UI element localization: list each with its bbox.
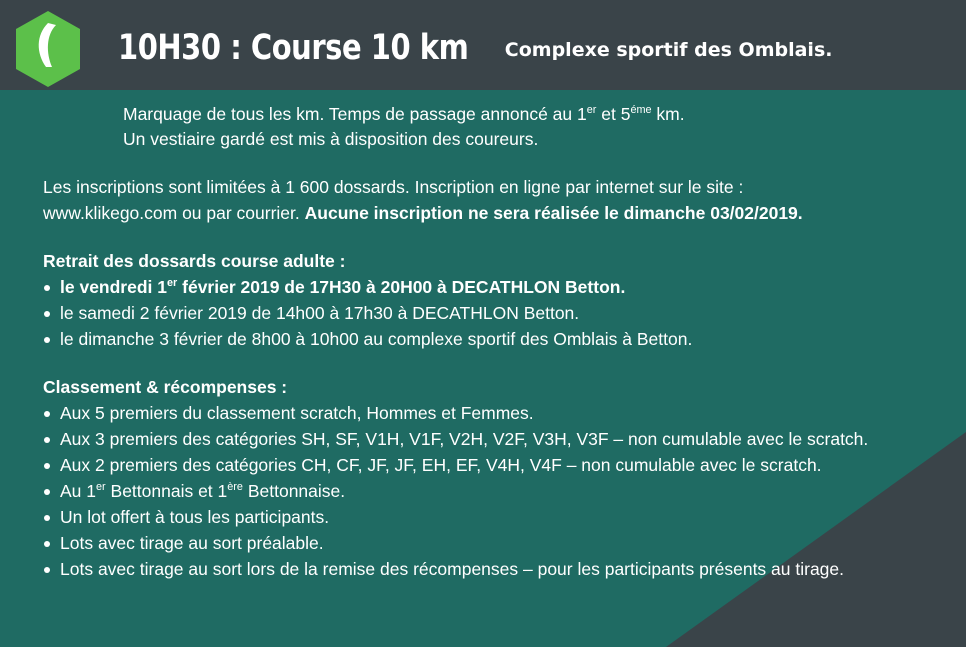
rewards-heading: Classement & récompenses :	[43, 377, 288, 397]
intro-line-1-part-b: et 5	[596, 104, 631, 124]
rewards-item-6-text: Lots avec tirage au sort préalable.	[60, 533, 324, 553]
rewards-item-2	[43, 426, 966, 452]
intro-line-1-sup-1: er	[586, 104, 597, 117]
bib-pickup-block	[43, 226, 966, 352]
registration-line-1: Les inscriptions sont limitées à 1 600 dossards. Inscription en ligne par internet sur le site :	[43, 177, 744, 197]
bib-pickup-item-1-text-a: le vendredi 1	[60, 277, 167, 297]
intro-line-2: Un vestiaire gardé est mis à disposition des coureurs.	[123, 129, 539, 149]
bib-pickup-item-1-sup: er	[167, 277, 178, 290]
intro-line-1-part-c: km.	[651, 104, 685, 124]
rewards-item-5	[43, 504, 966, 530]
venue-label: Complexe sportif des Omblais.	[504, 39, 833, 61]
bib-pickup-heading: Retrait des dossards course adulte :	[43, 251, 346, 271]
bib-pickup-item-1-text-b: février 2019 de 17H30 à 20H00 à DECATHLON Betton.	[177, 277, 626, 297]
bib-pickup-item-3	[43, 326, 966, 352]
bib-pickup-item-2-text: le samedi 2 février 2019 de 14h00 à 17h30 à DECATHLON Betton.	[60, 303, 580, 323]
rewards-item-4-text-b: Bettonnais et 1	[105, 481, 228, 501]
intro-block	[123, 90, 966, 152]
rewards-item-4-sup-1: er	[96, 481, 106, 494]
registration-line-2	[43, 200, 966, 226]
registration-site-text: www.klikego.com ou par courrier.	[43, 203, 305, 223]
rewards-item-3	[43, 452, 966, 478]
bib-pickup-item-1	[43, 274, 966, 300]
page-title: 10H30 : Course 10 km	[118, 28, 469, 68]
hexagon-leaf-logo-icon	[12, 9, 84, 89]
intro-line-1	[123, 102, 966, 127]
registration-block	[43, 152, 966, 226]
intro-line-1-sup-2: éme	[630, 104, 652, 117]
rewards-item-7-text: Lots avec tirage au sort lors de la remise des récompenses – pour les participants présents au tirage.	[60, 559, 845, 579]
rewards-item-1-text: Aux 5 premiers du classement scratch, Hommes et Femmes.	[60, 403, 534, 423]
bib-pickup-item-3-text: le dimanche 3 février de 8h00 à 10h00 au complexe sportif des Omblais à Betton.	[60, 329, 693, 349]
rewards-item-1	[43, 400, 966, 426]
rewards-item-4	[43, 478, 966, 504]
intro-line-1-part-a: Marquage de tous les km. Temps de passage annoncé au 1	[123, 104, 587, 124]
rewards-item-2-text: Aux 3 premiers des catégories SH, SF, V1H, V1F, V2H, V2F, V3H, V3F – non cumulable avec le scratch.	[60, 429, 869, 449]
rewards-item-4-text-c: Bettonnaise.	[242, 481, 346, 501]
poster-content	[0, 90, 966, 582]
rewards-block	[43, 352, 966, 582]
header-text-group	[118, 28, 832, 68]
rewards-item-5-text: Un lot offert à tous les participants.	[60, 507, 330, 527]
rewards-item-3-text: Aux 2 premiers des catégories CH, CF, JF, JF, EH, EF, V4H, V4F – non cumulable avec le scratch.	[60, 455, 822, 475]
registration-warning-text: Aucune inscription ne sera réalisée le dimanche 03/02/2019.	[304, 203, 803, 223]
rewards-item-7	[43, 556, 966, 582]
rewards-item-6	[43, 530, 966, 556]
rewards-item-4-sup-2: ère	[227, 481, 243, 494]
bib-pickup-item-2	[43, 300, 966, 326]
rewards-item-4-text-a: Au 1	[60, 481, 96, 501]
